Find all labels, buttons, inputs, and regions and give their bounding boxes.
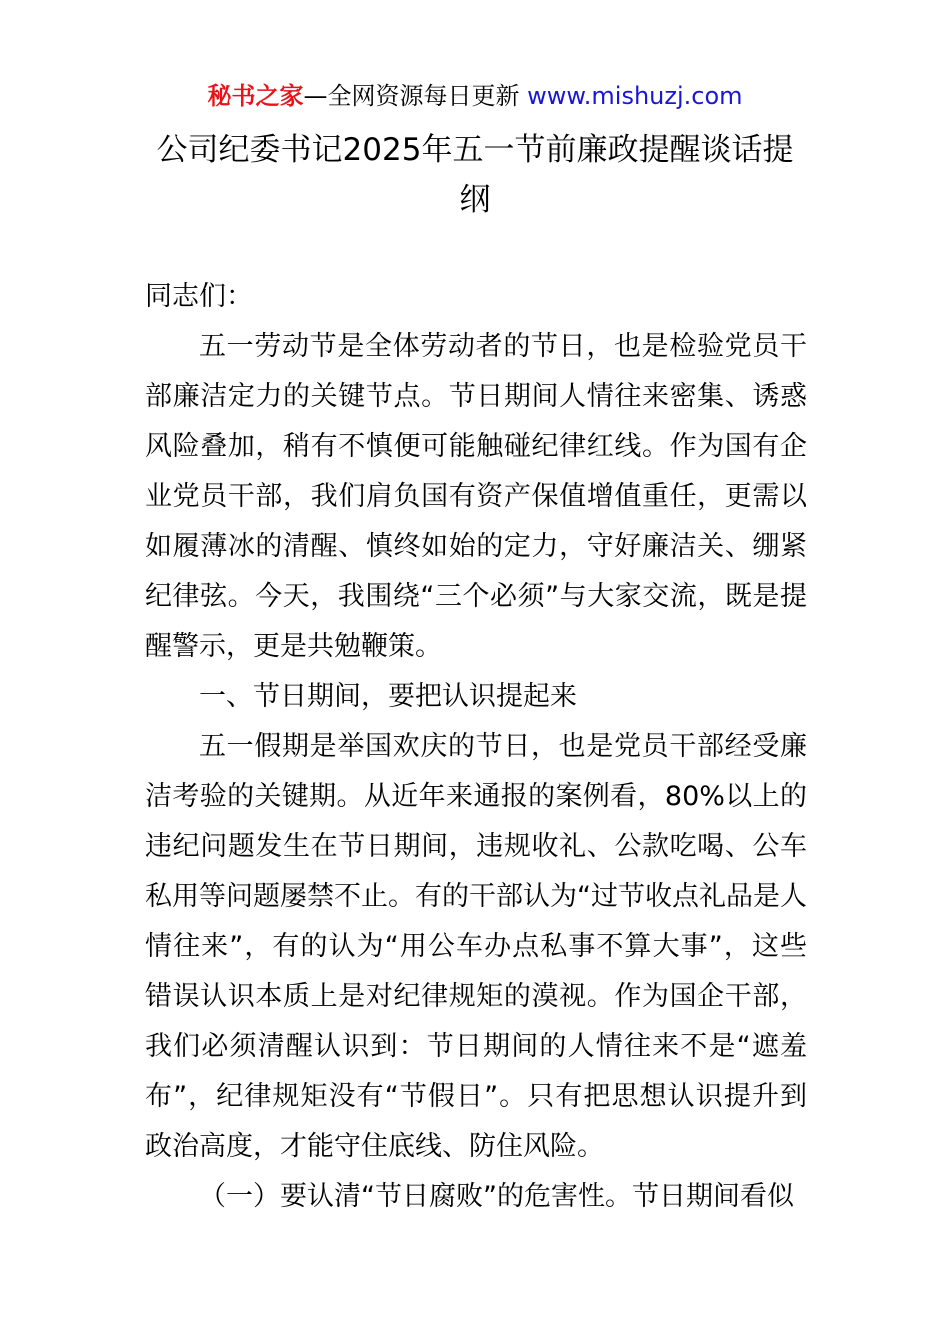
document-title: 公司纪委书记2025年五一节前廉政提醒谈话提纲	[156, 132, 794, 218]
intro-paragraph: 五一劳动节是全体劳动者的节日，也是检验党员干部廉洁定力的关键节点。节日期间人情往来密集、诱惑风险叠加，稍有不慎便可能触碰纪律红线。作为国有企业党员干部，我们肩负国有资产保值增值重任，更需以如履薄冰的清醒、慎终如始的定力，守好廉洁关、绷紧纪律弦。今天，我围绕“三个必须”与大家交流，既是提醒警示，更是共勉鞭策。	[145, 331, 807, 662]
document-body	[145, 272, 807, 1222]
subsection-paragraph: （一）要认清“节日腐败”的危害性。节日期间看似	[199, 1181, 794, 1212]
salutation: 同志们：	[145, 281, 253, 312]
section-heading: 一、节日期间，要把认识提起来	[199, 681, 577, 712]
brand-name: 秘书之家	[207, 82, 304, 110]
site-url-link[interactable]: www.mishuzj.com	[527, 82, 743, 110]
source-header	[0, 80, 950, 112]
header-tagline: —全网资源每日更新	[303, 82, 520, 110]
section-paragraph: 五一假期是举国欢庆的节日，也是党员干部经受廉洁考验的关键期。从近年来通报的案例看，80%以上的违纪问题发生在节日期间，违规收礼、公款吃喝、公车私用等问题屡禁不止。有的干部认为“过节收点礼品是人情往来”，有的认为“用公车办点私事不算大事”，这些错误认识本质上是对纪律规矩的漠视。作为国企干部，我们必须清醒认识到：节日期间的人情往来不是“遮羞布”，纪律规矩没有“节假日”。只有把思想认识提升到政治高度，才能守住底线、防住风险。	[145, 731, 807, 1162]
